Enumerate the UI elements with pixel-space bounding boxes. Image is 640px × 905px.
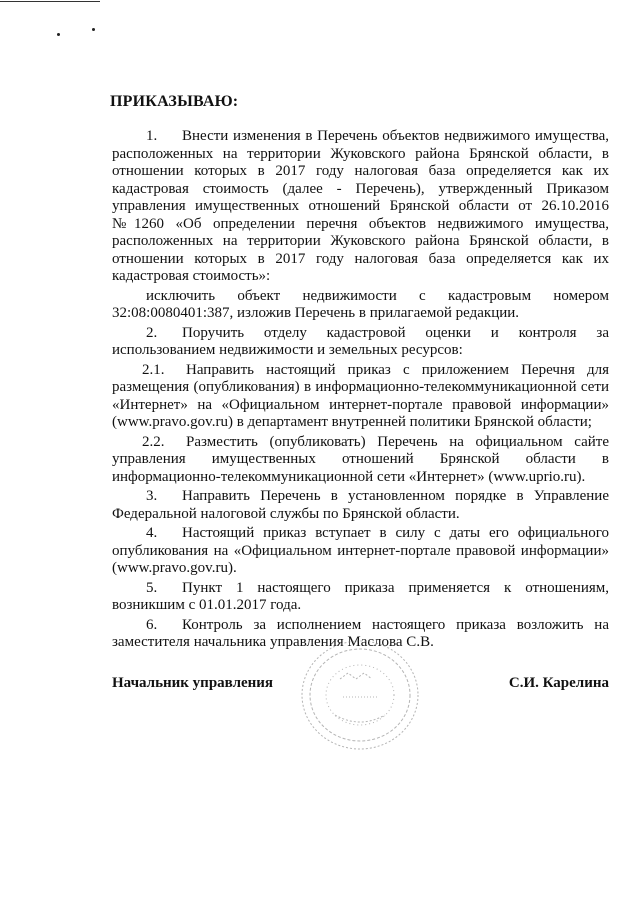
top-rule <box>0 1 100 2</box>
scan-mark <box>92 28 95 31</box>
paragraph-text: Поручить отделу кадастровой оценки и контроля за использованием недвижимости и земельных ресурсов: <box>112 324 609 358</box>
signature-block <box>112 675 609 699</box>
paragraph-2-2 <box>112 434 609 487</box>
paragraph-text: Внести изменения в Перечень объектов недвижимого имущества, расположенных на территории Жуковского района Брянской области, в отношении которых в 2017 году налоговая база определяется как их кадастровая стоимость (далее - Перечень), утвержденный Приказом управления имущественных отношений Брянской области от 26.10.2016 №1260 «Об определении перечня объектов недвижимого имущества, расположенных на территории Жуковского района Брянской области, в отношении которых в 2017 году налоговая база определяется как их кадастровая стоимость»: <box>112 128 609 284</box>
paragraph-text: исключить объект недвижимости с кадастровым номером 32:08:0080401:387, изложив Перечень в прилагаемой редакции. <box>112 287 609 321</box>
paragraph-1 <box>112 128 609 286</box>
paragraph-number: 5. <box>146 579 158 596</box>
paragraph-number: 2.1. <box>142 361 165 378</box>
paragraph-number: 4. <box>146 525 158 541</box>
order-heading: ПРИКАЗЫВАЮ: <box>110 93 239 110</box>
paragraph-number: 3. <box>146 488 158 504</box>
paragraph-4 <box>112 525 609 578</box>
signatory-title: Начальник управления <box>112 675 274 691</box>
paragraph-text: Направить Перечень в установленном порядке в Управление Федеральной налоговой службы по Брянской области. <box>112 488 609 522</box>
paragraph-2-1 <box>112 362 609 432</box>
signatory-name: С.И. Карелина <box>508 675 609 691</box>
paragraph-number: 1. <box>146 128 158 144</box>
paragraph-number: 2. <box>146 324 158 341</box>
paragraph-3 <box>112 488 609 523</box>
paragraph-text: Разместить (опубликовать) Перечень на официальном сайте управления имущественных отношений Брянской области в информационно-телекоммуникационной сети «Интернет» (www.uprio.ru). <box>112 433 609 485</box>
paragraph-text: Настоящий приказ вступает в силу с даты его официального опубликования на «Официальном интернет-портале правовой информации» (www.pravo.gov.ru). <box>112 525 609 576</box>
paragraph-number: 2.2. <box>142 433 165 450</box>
paragraph-5 <box>112 580 609 615</box>
order-body <box>112 128 609 654</box>
paragraph-2 <box>112 325 609 360</box>
paragraph-number: 6. <box>146 616 158 633</box>
paragraph-text: Направить настоящий приказ с приложением Перечня для размещения (опубликования) в информационно-телекоммуникационной сети «Интернет» на «Официальном интернет-портале правовой информации» (www.pravo.gov.ru) в департамент внутренней политики Брянской области; <box>112 361 609 430</box>
paragraph-text: Контроль за исполнением настоящего приказа возложить на заместителя начальника управления Маслова С.В. <box>112 616 609 650</box>
paragraph-1-exclusion <box>112 288 609 323</box>
scan-mark <box>57 33 60 36</box>
paragraph-text: Пункт 1 настоящего приказа применяется к отношениям, возникшим с 01.01.2017 года. <box>112 579 609 613</box>
